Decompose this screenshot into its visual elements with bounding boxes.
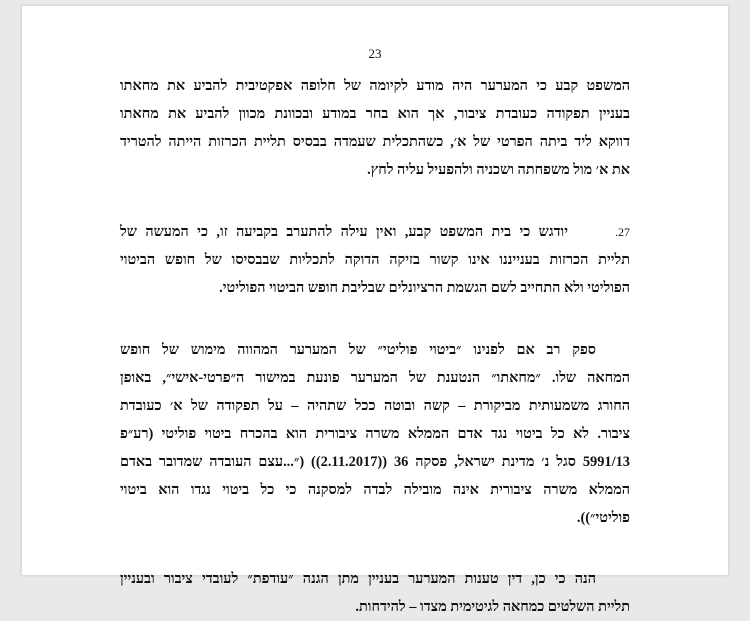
text-line (120, 218, 630, 246)
text-line: דווקא ליד ביתה הפרטי של א׳, כשהתכלית שעמדה בבסיס תליית הכרזות הייתה להטריד (120, 134, 630, 150)
text-line: 5991/13 סגל נ׳ מדינת ישראל, פסקה 36 ((2.11.2017)) (״...עצם העובדה שמדובר באדם (120, 454, 630, 470)
text-line-content: ספק רב אם לפנינו ״ביטוי פוליטי״ של המערער המהווה מימוש של חופש (120, 342, 596, 358)
text-line: המחאה שלו. ״מחאתו״ הנטענת של המערער פונעת במישור ה״פרטי-אישי״, באופן (120, 370, 630, 386)
document-page (22, 6, 728, 615)
text-line: הממלא משרה ציבורית אינה מובילה לבדה למסקנה כי כל ביטוי נגדו הוא ביטוי (120, 482, 630, 498)
text-line: הפוליטי ולא התחייב לשם הגשמת הרציונלים שבליבת חופש הביטוי הפוליטי. (219, 280, 630, 296)
text-line: בעניין תפקודה כעובדת ציבור, אך הוא בחר במודע ובכוונת מכוון להביע את מחאתו (120, 106, 630, 122)
paragraph-27 (120, 218, 630, 302)
page-number: 23 (368, 46, 382, 61)
text-line (120, 565, 630, 593)
text-line: תליית הכרזות בענייננו אינו קשור בזיקה הדוקה לתכליות שבבסיסו של חופש הביטוי (120, 252, 630, 268)
text-line: תליית השלטים כמחאה לגיטימית מצדו – להידחות. (355, 599, 630, 615)
text-line: החורג משמעותית מביקורת – קשה ובוטה ככל שתהיה – על תפקודה של א׳ כעובדת (120, 398, 630, 414)
text-line-content: יודגש כי בית המשפט קבע, ואין עילה להתערב בקביעה זו, כי המעשה של (120, 224, 568, 240)
paragraph (120, 336, 630, 532)
text-line-content: הנה כי כן, דין טענות המערער בעניין מתן הגנה ״עודפת״ לעובדי ציבור ובעניין (120, 571, 596, 587)
paragraph (120, 72, 630, 184)
document-body (120, 72, 630, 621)
paragraph (120, 565, 630, 621)
text-line: את א׳ מול משפחתה ושכניה ולהפעיל עליה לחץ. (367, 162, 630, 178)
text-line: פוליטי״)). (576, 510, 630, 526)
text-line: המשפט קבע כי המערער היה מודע לקיומה של חלופה אפקטיבית להביע את מחאתו (120, 78, 630, 94)
text-line: ציבור. לא כל ביטוי נגד אדם הממלא משרה ציבורית הוא בהכרח ביטוי פוליטי (רע״פ (120, 426, 630, 442)
text-line (120, 336, 630, 364)
paragraph-number: 27. (615, 225, 630, 239)
